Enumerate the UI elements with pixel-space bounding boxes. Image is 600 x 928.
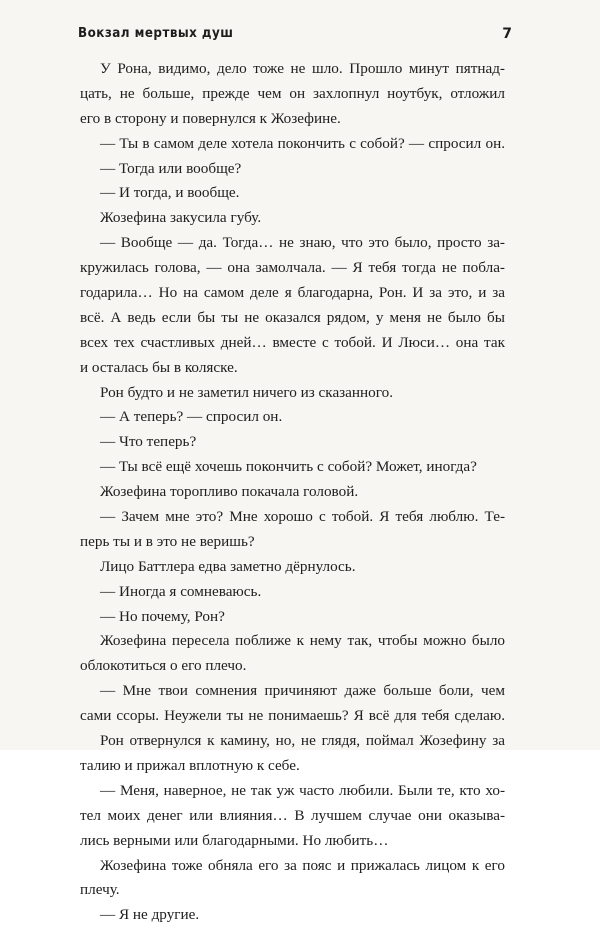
text-line: — Вообще — да. Тогда… не знаю, что это было, просто за- (100, 234, 505, 252)
text-line: перь ты и в это не веришь? (80, 532, 255, 550)
text-line: Жозефина закусила губу. (100, 209, 262, 227)
text-line: — И тогда, и вообще. (100, 184, 240, 202)
page-header (78, 24, 512, 46)
text-line: — Зачем мне это? Мне хорошо с тобой. Я тебя люблю. Те- (100, 508, 505, 526)
text-line: Жозефина торопливо покачала головой. (100, 483, 359, 501)
text-line: У Рона, видимо, дело тоже не шло. Прошло минут пятнад- (100, 60, 505, 77)
text-line: его в сторону и повернулся к Жозефине. (80, 109, 341, 127)
text-line: Рон отвернулся к камину, но, не глядя, поймал Жозефину за (100, 732, 505, 750)
text-line: и осталась бы в коляске. (80, 358, 238, 376)
text-line: плечу. (80, 881, 120, 899)
running-title: Вокзал мертвых душ (78, 26, 234, 41)
page-number: 7 (502, 26, 512, 42)
text-line: цать, не больше, прежде чем он захлопнул ноутбук, отложил (80, 84, 505, 102)
text-line: годарила… Но на самом деле я благодарна, Рон. И за это, и за (80, 284, 505, 302)
text-line: лись верными или благодарными. Но любить… (80, 831, 389, 849)
text-line: кружилась голова, — она замолчала. — Я тебя тогда не побла- (80, 259, 505, 277)
text-line: — Ты в самом деле хотела покончить с собой? — спросил он. (100, 134, 505, 152)
text-line: — Иногда я сомневаюсь. (100, 582, 262, 600)
text-line: — Что теперь? (100, 433, 197, 451)
text-line: тел моих денег или влияния… В лучшем случае они оказыва- (80, 806, 505, 824)
text-line: Рон будто и не заметил ничего из сказанного. (100, 383, 394, 401)
text-line: всех тех счастливых дней… вместе с тобой. И Люси… она так (80, 333, 505, 351)
text-line: Лицо Баттлера едва заметно дёрнулось. (100, 557, 356, 575)
text-line: талию и прижал вплотную к себе. (80, 756, 300, 774)
text-line: — Меня, наверное, не так уж часто любили. Были те, кто хо- (100, 781, 505, 799)
text-line: — Но почему, Рон? (100, 607, 225, 625)
text-line: — Ты всё ещё хочешь покончить с собой? Может, иногда? (100, 458, 477, 476)
text-line: сами ссоры. Неужели ты не понимаешь? Я всё для тебя сделаю. (80, 707, 505, 725)
text-line: — Тогда или вообще? (100, 159, 242, 177)
text-line: — А теперь? — спросил он. (100, 408, 283, 426)
text-line: — Я не другие. (100, 906, 200, 924)
body-text (80, 57, 505, 928)
text-line: — Мне твои сомнения причиняют даже больше боли, чем (100, 682, 505, 700)
text-line: облокотиться о его плечо. (80, 657, 247, 675)
text-line: Жозефина тоже обняла его за пояс и прижалась лицом к его (100, 856, 505, 874)
text-line: всё. А ведь если бы ты не оказался рядом, у меня не было бы (80, 308, 505, 326)
text-line: Жозефина пересела поближе к нему так, чтобы можно было (100, 632, 505, 650)
